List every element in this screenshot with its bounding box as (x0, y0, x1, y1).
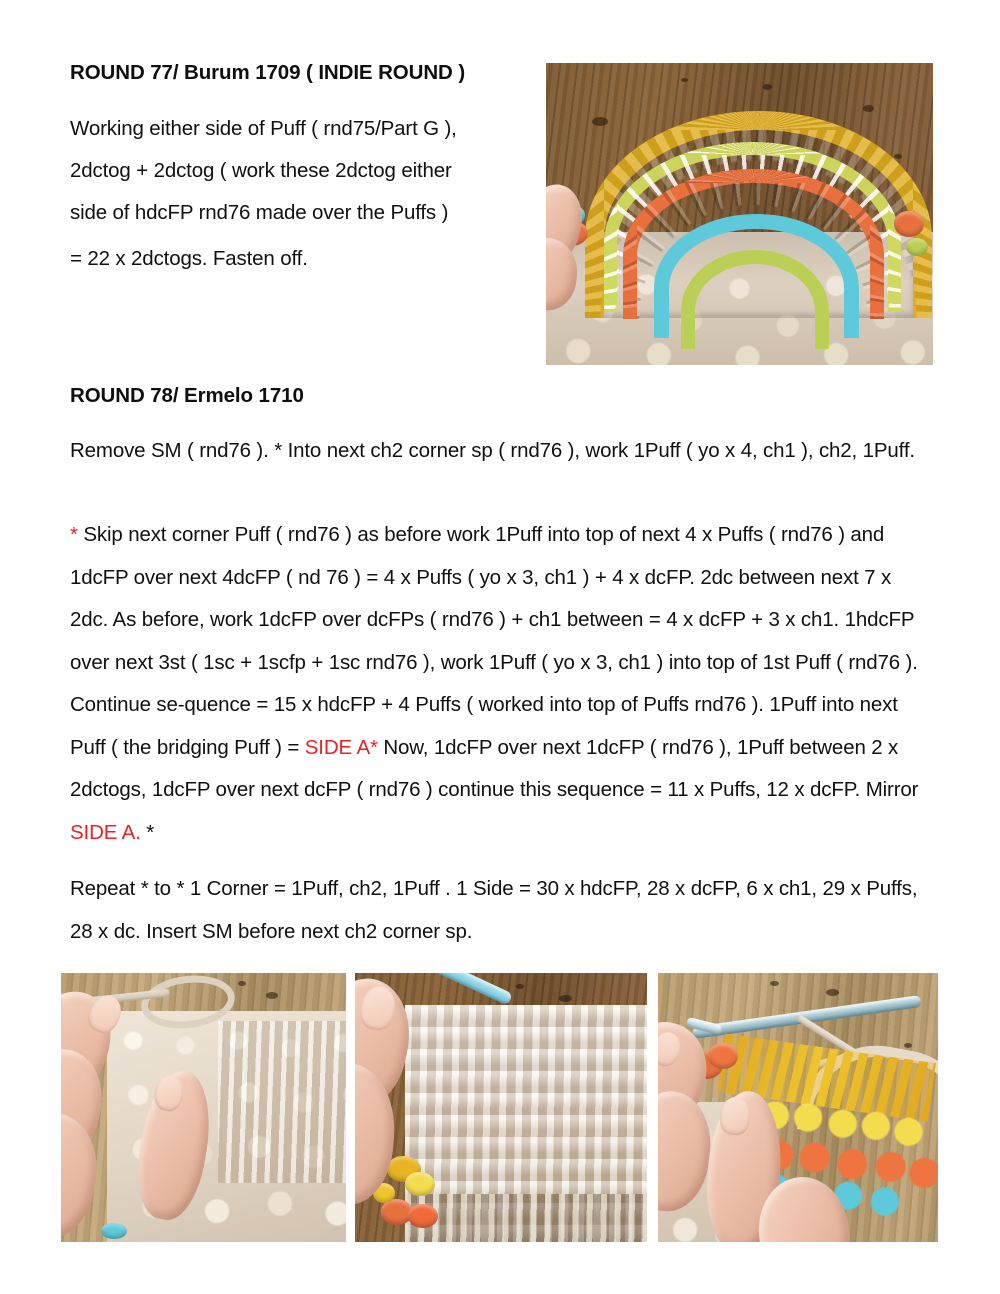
round-77-body-line-3: side of hdcFP rnd76 made over the Puffs ) (70, 201, 449, 224)
paragraph-2-text-part-2: Now, 1dcFP over next 1dcFP ( rnd76 ), 1Puff between 2 x 2dctogs, 1dcFP over next dcFP ( rnd76 ) continue this sequence = 11 x Puffs, 12 x dcFP. Mirror (70, 735, 919, 801)
paragraph-2-leading-asterisk: * (70, 523, 78, 546)
beige-fabric-hand-photo (61, 973, 346, 1242)
round-78-paragraph-3: Repeat * to * 1 Corner = 1Puff, ch2, 1Puff . 1 Side = 30 x hdcFP, 28 x dcFP, 6 x ch1, 29 x Puffs, 28 x dc. Insert SM before next ch2 corner sp. (70, 877, 918, 943)
side-a-label: SIDE A. (70, 820, 141, 844)
paragraph-2-text-part-1: Skip next corner Puff ( rnd76 ) as before work 1Puff into top of next 4 x Puffs ( rnd76 ) and 1dcFP over next 4dcFP ( nd 76 ) = 4 x Puffs ( yo x 3, ch1 ) + 4 x dcFP. 2dc between next 7 x 2dc. As before, work 1dcFP over dcFPs ( rnd76 ) + ch1 between = 4 x dcFP + 3 x ch1. 1hdcFP over next 3st ( 1sc + 1scfp + 1sc rnd76 ), work 1Puff ( yo x 3, ch1 ) into top of 1st Puff ( rnd76 ). Continue se-quence = 15 x hdcFP + 4 Puffs ( worked into top of Puffs rnd76 ). 1Puff into next Puff ( the bridging Puff ) = (70, 523, 918, 759)
round-78-paragraph-2 (70, 514, 932, 854)
round-78-heading: ROUND 78/ Ermelo 1710 (70, 384, 304, 407)
colorful-puffs-hook-photo (658, 973, 938, 1242)
textured-stitches-hook-photo (355, 973, 647, 1242)
round-77-body-line-4: = 22 x 2dctogs. Fasten off. (70, 247, 308, 270)
side-a-star-label: SIDE A* (304, 735, 378, 759)
round-77-body-line-2: 2dctog + 2dctog ( work these 2dctog either (70, 159, 452, 182)
rainbow-arch-crochet-photo (546, 63, 933, 365)
round-77-heading: ROUND 77/ Burum 1709 ( INDIE ROUND ) (70, 61, 466, 84)
paragraph-2-text-part-3: * (140, 820, 155, 844)
round-78-paragraph-1: Remove SM ( rnd76 ). * Into next ch2 corner sp ( rnd76 ), work 1Puff ( yo x 4, ch1 ), ch2, 1Puff. (70, 439, 915, 462)
round-77-body-line-1: Working either side of Puff ( rnd75/Part G ), (70, 117, 457, 140)
